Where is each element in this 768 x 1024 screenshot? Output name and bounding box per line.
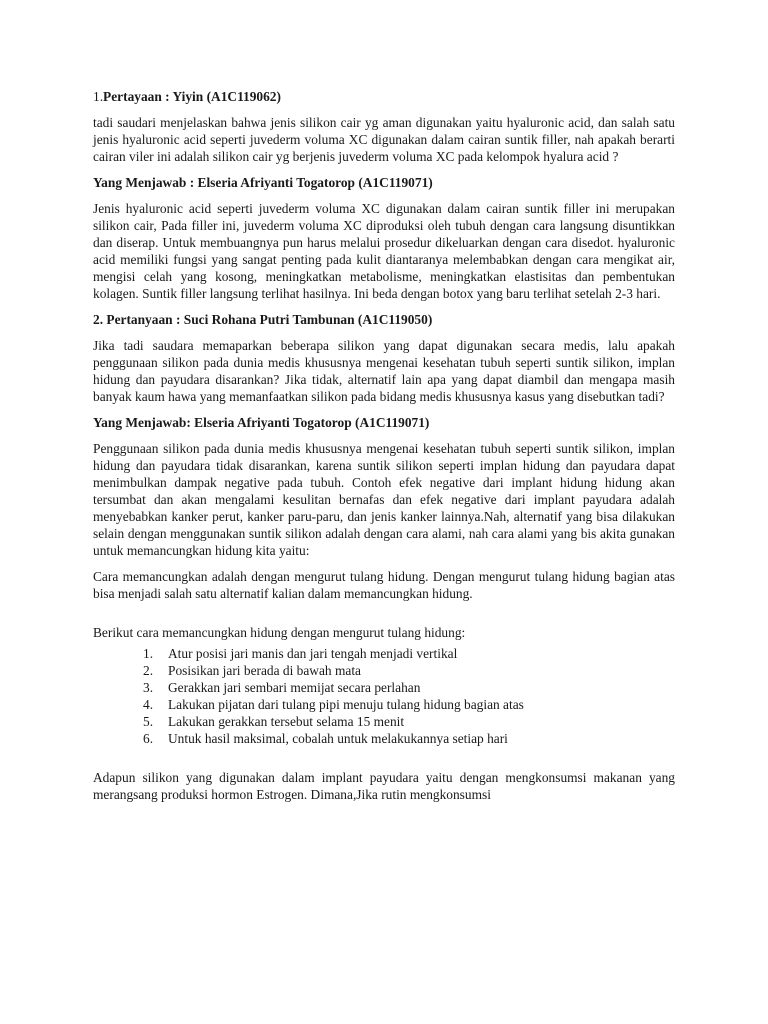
question-1-label: Pertayaan : xyxy=(103,89,173,104)
step-number: 5. xyxy=(143,714,154,729)
answer-1-heading xyxy=(93,174,675,191)
closing-text: Adapun silikon yang digunakan dalam implant payudara yaitu dengan mengkonsumsi makanan yang merangsang produksi hormon Estrogen. Dimana,Jika rutin mengkonsumsi xyxy=(93,770,675,802)
question-1-heading xyxy=(93,88,675,105)
answer-2-heading xyxy=(93,414,675,431)
step-text: Posisikan jari berada di bawah mata xyxy=(168,663,361,678)
steps-list xyxy=(93,645,675,747)
step-number: 6. xyxy=(143,731,154,746)
step-number: 4. xyxy=(143,697,154,712)
list-item xyxy=(93,696,675,713)
question-2-heading-text: 2. Pertanyaan : Suci Rohana Putri Tambunan (A1C119050) xyxy=(93,312,433,327)
step-number: 1. xyxy=(143,646,154,661)
list-item xyxy=(93,730,675,747)
step-text: Gerakkan jari sembari memijat secara perlahan xyxy=(168,680,421,695)
question-1-number: 1. xyxy=(93,89,104,104)
step-text: Lakukan gerakkan tersebut selama 15 menit xyxy=(168,714,405,729)
step-number: 3. xyxy=(143,680,154,695)
step-text: Lakukan pijatan dari tulang pipi menuju tulang hidung bagian atas xyxy=(168,697,524,712)
step-text: Untuk hasil maksimal, cobalah untuk melakukannya setiap hari xyxy=(168,731,508,746)
question-1-asker: Yiyin (A1C119062) xyxy=(172,89,281,104)
step-text: Atur posisi jari manis dan jari tengah menjadi vertikal xyxy=(168,646,458,661)
answer-1-text: Jenis hyaluronic acid seperti juvederm voluma XC digunakan dalam cairan suntik filler ini merupakan silikon cair, Pada filler ini, juvederm voluma XC diproduksi oleh tubuh dengan cara langsung disuntikkan dan diserap. Untuk membuangnya pun harus melalui prosedur dikeluarkan dengan cara disedot. hyaluronic acid memiliki fungsi yang sangat penting pada kulit diantaranya melembabkan dengan cara mengikat air, mengisi celah yang kosong, meningkatkan metabolisme, meningkatkan elastisitas dan pembentukan kolagen. Suntik filler langsung terlihat hasilnya. Ini beda dengan botox yang baru terlihat setelah 2-3 hari. xyxy=(93,201,675,301)
steps-intro: Berikut cara memancungkan hidung dengan mengurut tulang hidung: xyxy=(93,625,466,640)
answer-2-natural-method: Cara memancungkan adalah dengan mengurut tulang hidung. Dengan mengurut tulang hidung bagian atas bisa menjadi salah satu alternatif kalian dalam memancungkan hidung. xyxy=(93,569,675,601)
answer-1-answerer: Yang Menjawab : Elseria Afriyanti Togatorop (A1C119071) xyxy=(93,175,433,190)
answer-2-answerer: Yang Menjawab: Elseria Afriyanti Togatorop (A1C119071) xyxy=(93,415,430,430)
question-1-text: tadi saudari menjelaskan bahwa jenis silikon cair yg aman digunakan yaitu hyaluronic acid, dan salah satu jenis hyaluronic acid seperti juvederm voluma XC digunakan dalam cairan suntik filler, nah apakah berarti cairan viler ini adalah silikon cair yg berjenis juvederm voluma XC pada kelompok hyalura acid ? xyxy=(93,115,675,164)
step-number: 2. xyxy=(143,663,154,678)
question-2-text: Jika tadi saudara memaparkan beberapa silikon yang dapat digunakan secara medis, lalu apakah penggunaan silikon pada dunia medis khususnya mengenai kesehatan tubuh seperti suntik silikon, implan hidung dan payudara disarankan? Jika tidak, alternatif lain apa yang dapat diambil dan mengapa masih banyak kaum hawa yang memanfaatkan silikon pada bidang medis khususnya kasus yang disebutkan tadi? xyxy=(93,338,675,404)
answer-2-text: Penggunaan silikon pada dunia medis khususnya mengenai kesehatan tubuh seperti suntik silikon, implan hidung dan payudara tidak disarankan, karena suntik silikon seperti implan hidung dan payudara dapat menimbulkan dampak negative pada tubuh. Contoh efek negative dari implant hidung hidung akan tersumbat dan akan mengalami kesulitan bernafas dan efek negative dari implant payudara adalah menyebabkan kanker perut, kanker paru-paru, dan jenis kanker lainnya.Nah, alternatif yang bisa dilakukan selain dengan menggunakan suntik silikon adalah dengan cara alami, nah cara alami yang bis akita gunakan untuk memancungkan hidung kita yaitu: xyxy=(93,441,675,558)
list-item xyxy=(93,713,675,730)
list-item xyxy=(93,662,675,679)
list-item xyxy=(93,679,675,696)
question-2-heading xyxy=(93,311,675,328)
list-item xyxy=(93,645,675,662)
